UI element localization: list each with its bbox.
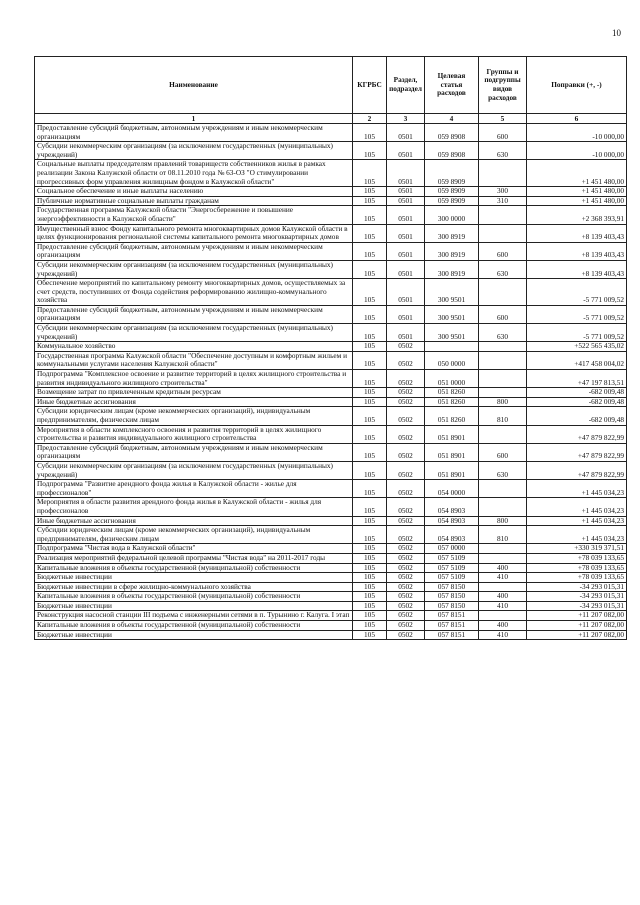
row-kgrbs: 105 bbox=[353, 160, 387, 187]
row-target-article: 059 8909 bbox=[425, 196, 479, 206]
row-kgrbs: 105 bbox=[353, 242, 387, 260]
row-amount: +417 458 004,02 bbox=[527, 351, 627, 369]
row-expense-group: 800 bbox=[479, 516, 527, 526]
table-row bbox=[35, 351, 627, 369]
row-name: Обеспечение мероприятий по капитальному ремонту многоквартирных домов, осуществляемых за счет средств, поступивших от Фонда содействия реформированию жилищно-коммунального хозяйства bbox=[35, 279, 353, 306]
table-row bbox=[35, 370, 627, 388]
row-kgrbs: 105 bbox=[353, 601, 387, 611]
row-amount: -10 000,00 bbox=[527, 124, 627, 142]
table-row bbox=[35, 480, 627, 498]
table-row bbox=[35, 630, 627, 640]
row-razdel: 0502 bbox=[387, 342, 425, 352]
row-razdel: 0502 bbox=[387, 573, 425, 583]
row-expense-group: 630 bbox=[479, 324, 527, 342]
table-row bbox=[35, 425, 627, 443]
row-amount: +47 197 813,51 bbox=[527, 370, 627, 388]
header-razdel: Раздел, подраздел bbox=[387, 57, 425, 114]
row-target-article: 057 8150 bbox=[425, 601, 479, 611]
row-kgrbs: 105 bbox=[353, 187, 387, 197]
table-row bbox=[35, 187, 627, 197]
row-name: Иные бюджетные ассигнования bbox=[35, 397, 353, 407]
row-name: Бюджетные инвестиции в сфере жилищно-коммунального хозяйства bbox=[35, 582, 353, 592]
row-name: Бюджетные инвестиции bbox=[35, 573, 353, 583]
row-name: Государственная программа Калужской области "Обеспечение доступным и комфортным жильем и коммунальными услугами населения Калужской области" bbox=[35, 351, 353, 369]
row-razdel: 0502 bbox=[387, 582, 425, 592]
row-razdel: 0501 bbox=[387, 196, 425, 206]
row-razdel: 0502 bbox=[387, 397, 425, 407]
row-kgrbs: 105 bbox=[353, 142, 387, 160]
row-kgrbs: 105 bbox=[353, 630, 387, 640]
row-amount: -5 771 009,52 bbox=[527, 279, 627, 306]
row-name: Социальное обеспечение и иные выплаты населению bbox=[35, 187, 353, 197]
row-razdel: 0501 bbox=[387, 224, 425, 242]
row-name: Возмещение затрат по привлеченным кредитным ресурсам bbox=[35, 388, 353, 398]
row-amount: +11 207 082,00 bbox=[527, 630, 627, 640]
table-row bbox=[35, 526, 627, 544]
row-razdel: 0501 bbox=[387, 324, 425, 342]
row-expense-group bbox=[479, 351, 527, 369]
row-name: Капитальные вложения в объекты государственной (муниципальной) собственности bbox=[35, 592, 353, 602]
table-row bbox=[35, 544, 627, 554]
row-target-article: 054 8903 bbox=[425, 498, 479, 516]
header-target-article: Целевая статья расходов bbox=[425, 57, 479, 114]
table-row bbox=[35, 279, 627, 306]
row-amount: -34 293 015,31 bbox=[527, 582, 627, 592]
row-expense-group: 410 bbox=[479, 630, 527, 640]
row-name: Иные бюджетные ассигнования bbox=[35, 516, 353, 526]
row-amount: +1 445 034,23 bbox=[527, 498, 627, 516]
row-name: Реконструкция насосной станции III подъема с инженерными сетями в п. Турынино г. Калуга. I этап bbox=[35, 611, 353, 621]
row-razdel: 0501 bbox=[387, 160, 425, 187]
row-name: Предоставление субсидий бюджетным, автономным учреждениям и иным некоммерческим организациям bbox=[35, 242, 353, 260]
table-body bbox=[35, 124, 627, 640]
row-name: Капитальные вложения в объекты государственной (муниципальной) собственности bbox=[35, 563, 353, 573]
row-name: Мероприятия в области развития арендного фонда жилья в Калужской области - жилья для профессионалов bbox=[35, 498, 353, 516]
row-name: Подпрограмма "Чистая вода в Калужской области" bbox=[35, 544, 353, 554]
row-razdel: 0502 bbox=[387, 351, 425, 369]
row-name: Предоставление субсидий бюджетным, автономным учреждениям и иным некоммерческим организациям bbox=[35, 305, 353, 323]
table-row bbox=[35, 407, 627, 425]
row-amount: +8 139 403,43 bbox=[527, 242, 627, 260]
row-expense-group: 600 bbox=[479, 305, 527, 323]
table-row bbox=[35, 305, 627, 323]
row-amount: +47 879 822,99 bbox=[527, 425, 627, 443]
row-expense-group bbox=[479, 498, 527, 516]
column-number: 5 bbox=[479, 114, 527, 124]
row-amount: -34 293 015,31 bbox=[527, 592, 627, 602]
row-target-article: 057 5109 bbox=[425, 563, 479, 573]
row-expense-group: 400 bbox=[479, 592, 527, 602]
row-amount: -34 293 015,31 bbox=[527, 601, 627, 611]
row-target-article: 051 0000 bbox=[425, 370, 479, 388]
row-amount: +8 139 403,43 bbox=[527, 260, 627, 278]
row-razdel: 0501 bbox=[387, 260, 425, 278]
row-target-article: 300 9501 bbox=[425, 324, 479, 342]
row-amount: -682 009,48 bbox=[527, 397, 627, 407]
row-kgrbs: 105 bbox=[353, 324, 387, 342]
table-header-row bbox=[35, 57, 627, 114]
row-amount: +2 368 393,91 bbox=[527, 206, 627, 224]
row-kgrbs: 105 bbox=[353, 498, 387, 516]
row-razdel: 0502 bbox=[387, 370, 425, 388]
row-kgrbs: 105 bbox=[353, 592, 387, 602]
table-row bbox=[35, 242, 627, 260]
row-amount: +1 445 034,23 bbox=[527, 480, 627, 498]
row-name: Капитальные вложения в объекты государственной (муниципальной) собственности bbox=[35, 621, 353, 631]
table-row bbox=[35, 563, 627, 573]
row-name: Субсидии некоммерческим организациям (за исключением государственных (муниципальных) учреждений) bbox=[35, 260, 353, 278]
row-razdel: 0502 bbox=[387, 480, 425, 498]
row-kgrbs: 105 bbox=[353, 388, 387, 398]
row-name: Публичные нормативные социальные выплаты гражданам bbox=[35, 196, 353, 206]
row-amount: +1 451 480,00 bbox=[527, 160, 627, 187]
row-target-article: 300 8919 bbox=[425, 224, 479, 242]
row-expense-group bbox=[479, 388, 527, 398]
page-number: 10 bbox=[612, 28, 621, 38]
row-name: Предоставление субсидий бюджетным, автономным учреждениям и иным некоммерческим организациям bbox=[35, 124, 353, 142]
row-name: Государственная программа Калужской области "Энергосбережение и повышение энергоэффективности в Калужской области" bbox=[35, 206, 353, 224]
row-razdel: 0502 bbox=[387, 544, 425, 554]
row-kgrbs: 105 bbox=[353, 196, 387, 206]
table-row bbox=[35, 206, 627, 224]
table-row bbox=[35, 592, 627, 602]
row-razdel: 0502 bbox=[387, 592, 425, 602]
row-expense-group: 630 bbox=[479, 260, 527, 278]
row-name: Реализация мероприятий федеральной целевой программы "Чистая вода" на 2011-2017 годы bbox=[35, 553, 353, 563]
row-kgrbs: 105 bbox=[353, 305, 387, 323]
row-razdel: 0501 bbox=[387, 279, 425, 306]
row-kgrbs: 105 bbox=[353, 206, 387, 224]
row-razdel: 0502 bbox=[387, 388, 425, 398]
row-kgrbs: 105 bbox=[353, 425, 387, 443]
row-expense-group: 630 bbox=[479, 142, 527, 160]
row-name: Имущественный взнос Фонду капитального ремонта многоквартирных домов Калужской области в целях функционирования региональной системы капитального ремонта многоквартирных домов bbox=[35, 224, 353, 242]
row-name: Подпрограмма "Комплексное освоение и развитие территорий в целях жилищного строительства и развития индивидуального жилищного строительства" bbox=[35, 370, 353, 388]
column-number: 6 bbox=[527, 114, 627, 124]
row-expense-group bbox=[479, 480, 527, 498]
row-amount: +47 879 822,99 bbox=[527, 461, 627, 479]
row-name: Бюджетные инвестиции bbox=[35, 630, 353, 640]
row-expense-group: 410 bbox=[479, 601, 527, 611]
row-target-article: 051 8260 bbox=[425, 407, 479, 425]
row-razdel: 0502 bbox=[387, 621, 425, 631]
row-kgrbs: 105 bbox=[353, 370, 387, 388]
row-kgrbs: 105 bbox=[353, 224, 387, 242]
row-razdel: 0501 bbox=[387, 206, 425, 224]
row-amount: +11 207 082,00 bbox=[527, 621, 627, 631]
row-razdel: 0502 bbox=[387, 461, 425, 479]
row-amount: -682 009,48 bbox=[527, 407, 627, 425]
row-expense-group bbox=[479, 279, 527, 306]
row-kgrbs: 105 bbox=[353, 526, 387, 544]
row-kgrbs: 105 bbox=[353, 407, 387, 425]
row-expense-group bbox=[479, 160, 527, 187]
row-kgrbs: 105 bbox=[353, 621, 387, 631]
row-kgrbs: 105 bbox=[353, 516, 387, 526]
row-name: Коммунальное хозяйство bbox=[35, 342, 353, 352]
row-razdel: 0501 bbox=[387, 124, 425, 142]
table-row bbox=[35, 324, 627, 342]
table-row bbox=[35, 388, 627, 398]
row-expense-group: 600 bbox=[479, 443, 527, 461]
row-amount: +78 039 133,65 bbox=[527, 553, 627, 563]
row-amount: -5 771 009,52 bbox=[527, 324, 627, 342]
row-target-article: 057 0000 bbox=[425, 544, 479, 554]
row-target-article: 051 8260 bbox=[425, 388, 479, 398]
row-razdel: 0502 bbox=[387, 443, 425, 461]
row-target-article: 300 9501 bbox=[425, 279, 479, 306]
row-name: Субсидии некоммерческим организациям (за исключением государственных (муниципальных) учреждений) bbox=[35, 142, 353, 160]
row-target-article: 057 8150 bbox=[425, 592, 479, 602]
row-expense-group: 300 bbox=[479, 187, 527, 197]
column-number: 3 bbox=[387, 114, 425, 124]
table-row bbox=[35, 342, 627, 352]
row-target-article: 051 8260 bbox=[425, 397, 479, 407]
row-expense-group: 400 bbox=[479, 621, 527, 631]
row-target-article: 051 8901 bbox=[425, 443, 479, 461]
row-razdel: 0502 bbox=[387, 498, 425, 516]
row-amount: -10 000,00 bbox=[527, 142, 627, 160]
table-row bbox=[35, 160, 627, 187]
table-row bbox=[35, 621, 627, 631]
row-kgrbs: 105 bbox=[353, 544, 387, 554]
row-kgrbs: 105 bbox=[353, 582, 387, 592]
row-kgrbs: 105 bbox=[353, 480, 387, 498]
row-target-article: 054 8903 bbox=[425, 526, 479, 544]
table-row bbox=[35, 142, 627, 160]
row-amount: -5 771 009,52 bbox=[527, 305, 627, 323]
row-expense-group: 810 bbox=[479, 526, 527, 544]
row-amount: +11 207 082,00 bbox=[527, 611, 627, 621]
row-name: Подпрограмма "Развитие арендного фонда жилья в Калужской области - жилье для профессионалов" bbox=[35, 480, 353, 498]
row-razdel: 0502 bbox=[387, 630, 425, 640]
row-razdel: 0501 bbox=[387, 242, 425, 260]
row-target-article: 057 8151 bbox=[425, 611, 479, 621]
row-expense-group: 630 bbox=[479, 461, 527, 479]
row-expense-group bbox=[479, 224, 527, 242]
column-number: 4 bbox=[425, 114, 479, 124]
row-kgrbs: 105 bbox=[353, 553, 387, 563]
row-target-article: 054 0000 bbox=[425, 480, 479, 498]
row-razdel: 0501 bbox=[387, 142, 425, 160]
row-target-article: 050 0000 bbox=[425, 351, 479, 369]
row-target-article: 059 8909 bbox=[425, 187, 479, 197]
header-amendments: Поправки (+, -) bbox=[527, 57, 627, 114]
row-expense-group bbox=[479, 544, 527, 554]
column-number: 2 bbox=[353, 114, 387, 124]
row-expense-group: 810 bbox=[479, 407, 527, 425]
row-kgrbs: 105 bbox=[353, 563, 387, 573]
table-row bbox=[35, 260, 627, 278]
table-row bbox=[35, 124, 627, 142]
row-razdel: 0502 bbox=[387, 563, 425, 573]
row-kgrbs: 105 bbox=[353, 260, 387, 278]
row-amount: +1 445 034,23 bbox=[527, 516, 627, 526]
row-razdel: 0502 bbox=[387, 425, 425, 443]
row-razdel: 0502 bbox=[387, 553, 425, 563]
row-kgrbs: 105 bbox=[353, 351, 387, 369]
row-expense-group: 310 bbox=[479, 196, 527, 206]
table-row bbox=[35, 443, 627, 461]
row-expense-group: 600 bbox=[479, 124, 527, 142]
row-expense-group bbox=[479, 206, 527, 224]
row-target-article: 300 8919 bbox=[425, 260, 479, 278]
row-amount: +47 879 822,99 bbox=[527, 443, 627, 461]
row-target-article: 057 8151 bbox=[425, 630, 479, 640]
row-amount: +330 319 371,51 bbox=[527, 544, 627, 554]
row-target-article: 057 8151 bbox=[425, 621, 479, 631]
column-number-row bbox=[35, 114, 627, 124]
row-name: Предоставление субсидий бюджетным, автономным учреждениям и иным некоммерческим организациям bbox=[35, 443, 353, 461]
row-razdel: 0502 bbox=[387, 526, 425, 544]
row-kgrbs: 105 bbox=[353, 279, 387, 306]
row-expense-group bbox=[479, 425, 527, 443]
row-expense-group: 800 bbox=[479, 397, 527, 407]
row-target-article: 051 8901 bbox=[425, 461, 479, 479]
row-expense-group: 600 bbox=[479, 242, 527, 260]
header-expense-groups: Группы и подгруппы видов расходов bbox=[479, 57, 527, 114]
row-amount: +522 565 435,02 bbox=[527, 342, 627, 352]
row-kgrbs: 105 bbox=[353, 443, 387, 461]
row-razdel: 0501 bbox=[387, 305, 425, 323]
row-amount: +78 039 133,65 bbox=[527, 563, 627, 573]
row-amount: +8 139 403,43 bbox=[527, 224, 627, 242]
row-amount: +1 445 034,23 bbox=[527, 526, 627, 544]
row-target-article: 051 8901 bbox=[425, 425, 479, 443]
row-expense-group bbox=[479, 370, 527, 388]
table-row bbox=[35, 553, 627, 563]
row-target-article: 300 8919 bbox=[425, 242, 479, 260]
row-razdel: 0502 bbox=[387, 516, 425, 526]
row-target-article: 300 0000 bbox=[425, 206, 479, 224]
table-row bbox=[35, 498, 627, 516]
row-target-article: 059 8908 bbox=[425, 124, 479, 142]
row-name: Субсидии юридическим лицам (кроме некоммерческих организаций), индивидуальным предпринимателям, физическим лицам bbox=[35, 526, 353, 544]
row-razdel: 0502 bbox=[387, 601, 425, 611]
row-amount: +1 451 480,00 bbox=[527, 196, 627, 206]
row-expense-group: 400 bbox=[479, 563, 527, 573]
row-kgrbs: 105 bbox=[353, 397, 387, 407]
row-razdel: 0502 bbox=[387, 611, 425, 621]
header-name: Наименование bbox=[35, 57, 353, 114]
header-kgrbs: КГРБС bbox=[353, 57, 387, 114]
row-name: Бюджетные инвестиции bbox=[35, 601, 353, 611]
row-kgrbs: 105 bbox=[353, 342, 387, 352]
row-razdel: 0501 bbox=[387, 187, 425, 197]
row-expense-group: 410 bbox=[479, 573, 527, 583]
row-target-article: 057 8150 bbox=[425, 582, 479, 592]
row-razdel: 0502 bbox=[387, 407, 425, 425]
budget-amendments-table bbox=[34, 56, 627, 640]
row-name: Социальные выплаты председателям правлений товариществ собственников жилья в рамках реализации Закона Калужской области от 08.11.2010 года № 63-ОЗ "О стимулировании прогрессивных форм управления жилищным фондом в Калужской области" bbox=[35, 160, 353, 187]
row-expense-group bbox=[479, 553, 527, 563]
row-target-article: 300 9501 bbox=[425, 305, 479, 323]
row-kgrbs: 105 bbox=[353, 573, 387, 583]
table-row bbox=[35, 461, 627, 479]
row-target-article: 054 8903 bbox=[425, 516, 479, 526]
column-number: 1 bbox=[35, 114, 353, 124]
row-amount: +78 039 133,65 bbox=[527, 573, 627, 583]
row-name: Субсидии некоммерческим организациям (за исключением государственных (муниципальных) учреждений) bbox=[35, 461, 353, 479]
table-row bbox=[35, 224, 627, 242]
row-kgrbs: 105 bbox=[353, 124, 387, 142]
row-target-article bbox=[425, 342, 479, 352]
row-name: Мероприятия в области комплексного освоения и развития территорий в целях жилищного строительства и развития индивидуального жилищного строительства bbox=[35, 425, 353, 443]
row-kgrbs: 105 bbox=[353, 611, 387, 621]
row-name: Субсидии некоммерческим организациям (за исключением государственных (муниципальных) учреждений) bbox=[35, 324, 353, 342]
row-amount: +1 451 480,00 bbox=[527, 187, 627, 197]
row-target-article: 057 5109 bbox=[425, 573, 479, 583]
row-target-article: 059 8908 bbox=[425, 142, 479, 160]
row-target-article: 057 5109 bbox=[425, 553, 479, 563]
row-name: Субсидии юридическим лицам (кроме некоммерческих организаций), индивидуальным предпринимателям, физическим лицам bbox=[35, 407, 353, 425]
row-target-article: 059 8909 bbox=[425, 160, 479, 187]
table-row bbox=[35, 573, 627, 583]
row-kgrbs: 105 bbox=[353, 461, 387, 479]
row-expense-group bbox=[479, 342, 527, 352]
row-amount: -682 009,48 bbox=[527, 388, 627, 398]
